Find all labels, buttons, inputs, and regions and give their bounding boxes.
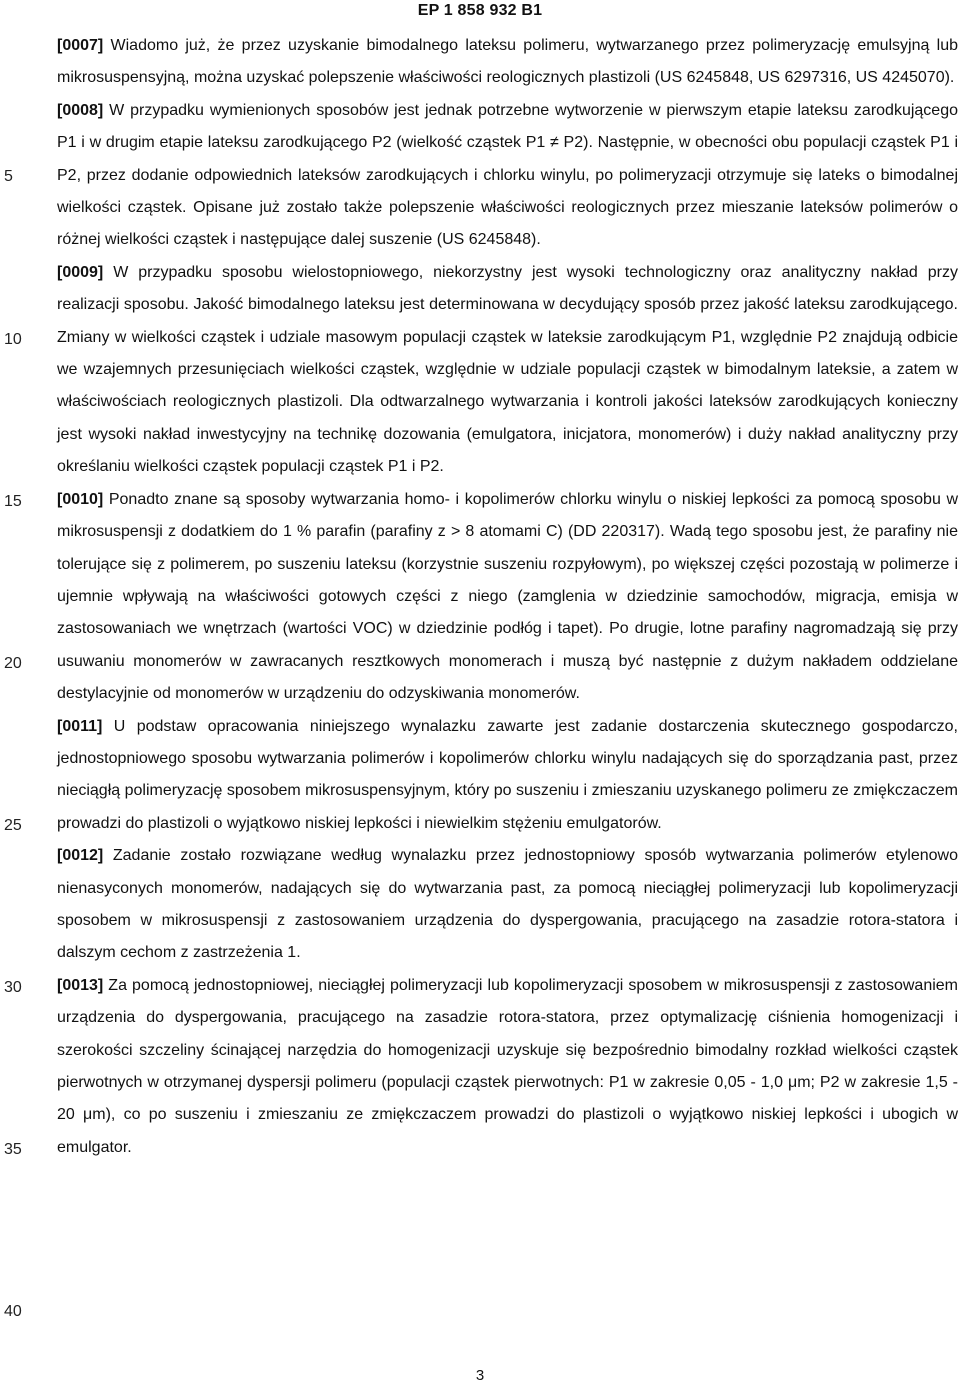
line-number: 25 xyxy=(4,817,22,834)
line-number: 30 xyxy=(4,979,22,996)
line-number: 15 xyxy=(4,493,22,510)
paragraph-id: [0011] xyxy=(57,717,103,735)
page-number: 3 xyxy=(475,1367,485,1384)
line-number: 35 xyxy=(4,1141,22,1158)
patent-description-body xyxy=(57,30,958,1164)
paragraph-0009 xyxy=(57,257,958,484)
line-number: 20 xyxy=(4,655,22,672)
line-number-margin xyxy=(0,0,40,1388)
paragraph-text: U podstaw opracowania niniejszego wynalazku zawarte jest zadanie dostarczenia skutecznego gospodarczo, jednostopniowego sposobu wytwarzania polimerów i kopolimerów chlorku winylu nadających się do sporządzania past, przez nieciągłą polimeryzację sposobem mikrosuspensyjnym, który po suszeniu i zmieszaniu uzyskanego polimeru ze zmiękczaczem prowadzi do plastizoli o wyjątkowo niskiej lepkości i niewielkim stężeniu emulgatorów. xyxy=(57,717,958,832)
paragraph-text: Wiadomo już, że przez uzyskanie bimodalnego lateksu polimeru, wytwarzanego przez polimeryzację emulsyjną lub mikrosuspensyjną, można uzyskać polepszenie właściwości reologicznych plastizoli (US 6245848, US 6297316, US 4245070). xyxy=(57,37,958,87)
paragraph-text: Zadanie zostało rozwiązane według wynalazku przez jednostopniowy sposób wytwarzania polimerów etylenowo nienasyconych monomerów, nadających się do wytwarzania past, za pomocą nieciągłej polimeryzacji lub kopolimeryzacji sposobem w mikrosuspensji z zastosowaniem urządzenia do dyspergowania, pracującego na zasadzie rotora-statora i dalszym cechom z zastrzeżenia 1. xyxy=(57,847,958,962)
line-number: 5 xyxy=(4,168,13,185)
paragraph-0011 xyxy=(57,711,958,841)
paragraph-text: Za pomocą jednostopniowej, nieciągłej polimeryzacji lub kopolimeryzacji sposobem w mikrosuspensji z zastosowaniem urządzenia do dyspergowania, pracującego na zasadzie rotora-statora, przez optymalizację ciśnienia homogenizacji i szerokości szczeliny ścinającej narzędzia do homogenizacji uzyskuje się bezpośrednio bimodalny rozkład wielkości cząstek pierwotnych w otrzymanej dyspersji polimeru (populacji cząstek pierwotnych: P1 w zakresie 0,05 - 1,0 μm; P2 w zakresie 1,5 - 20 μm), co po suszeniu i zmieszaniu ze zmiękczaczem prowadzi do plastizoli o wyjątkowo niskiej lepkości i ubogich w emulgator. xyxy=(57,976,958,1156)
paragraph-0008 xyxy=(57,95,958,257)
paragraph-0010 xyxy=(57,484,958,711)
paragraph-id: [0013] xyxy=(57,976,104,994)
paragraph-0007 xyxy=(57,30,958,95)
line-number: 40 xyxy=(4,1303,22,1320)
paragraph-id: [0012] xyxy=(57,847,104,865)
paragraph-text: W przypadku sposobu wielostopniowego, niekorzystny jest wysoki technologiczny oraz analityczny nakład przy realizacji sposobu. Jakość bimodalnego lateksu jest determinowana w decydujący sposób przez jakość lateksu zarodkującego. Zmiany w wielkości cząstek i udziale masowym populacji cząstek w lateksie zarodkującym P1, względnie P2 znajdują odbicie we wzajemnych przesunięciach wielkości cząstek, względnie w udziale populacji cząstek w bimodalnym lateksie, a zatem w właściwościach reologicznych plastizoli. Dla odtwarzalnego wytwarzania i kontroli jakości lateksów zarodkujących konieczny jest wysoki nakład inwestycyjny na technikę dozowania (emulgatora, inicjatora, monomerów) i duży nakład analityczny przy określaniu wielkości cząstek populacji cząstek P1 i P2. xyxy=(57,263,958,476)
paragraph-0013 xyxy=(57,970,958,1164)
paragraph-text: W przypadku wymienionych sposobów jest jednak potrzebne wytworzenie w pierwszym etapie lateksu zarodkującego P1 i w drugim etapie lateksu zarodkującego P2 (wielkość cząstek P1 ≠ P2). Następnie, w obecności obu populacji cząstek P1 i P2, przez dodanie odpowiednich lateksów zarodkujących i chlorku winylu, po polimeryzacji otrzymuje się lateks o bimodalnej wielkości cząstek. Opisane już zostało także polepszenie właściwości reologicznych przez mieszanie lateksów polimerów o różnej wielkości cząstek i następujące dalej suszenie (US 6245848). xyxy=(57,101,958,249)
paragraph-text: Ponadto znane są sposoby wytwarzania homo- i kopolimerów chlorku winylu o niskiej lepkości za pomocą sposobu w mikrosuspensji z dodatkiem do 1 % parafin (parafiny z > 8 atomami C) (DD 220317). Wadą tego sposobu jest, że parafiny nie tolerujące się z polimerem, po suszeniu lateksu (korzystnie suszeniu rozpyłowym), po większej części pozostają w polimerze i ujemnie wpływają na właściwości gotowych części z niego (zamglenia w dziedzinie samochodów, migracja, emisja w zastosowaniach we wnętrzach (wartości VOC) w dziedzinie podłóg i tapet). Po drugie, lotne parafiny nagromadzają się przy usuwaniu monomerów w zawracanych resztkowych monomerach i muszą być następnie z dużym nakładem oddzielane destylacyjnie od monomerów w urządzeniu do odzyskiwania monomerów. xyxy=(57,490,958,703)
paragraph-id: [0008] xyxy=(57,101,104,119)
paragraph-id: [0007] xyxy=(57,37,104,54)
line-number: 10 xyxy=(4,331,22,348)
paragraph-0012 xyxy=(57,840,958,970)
paragraph-id: [0009] xyxy=(57,263,104,281)
patent-number-header: EP 1 858 932 B1 xyxy=(417,2,543,19)
paragraph-id: [0010] xyxy=(57,490,104,508)
